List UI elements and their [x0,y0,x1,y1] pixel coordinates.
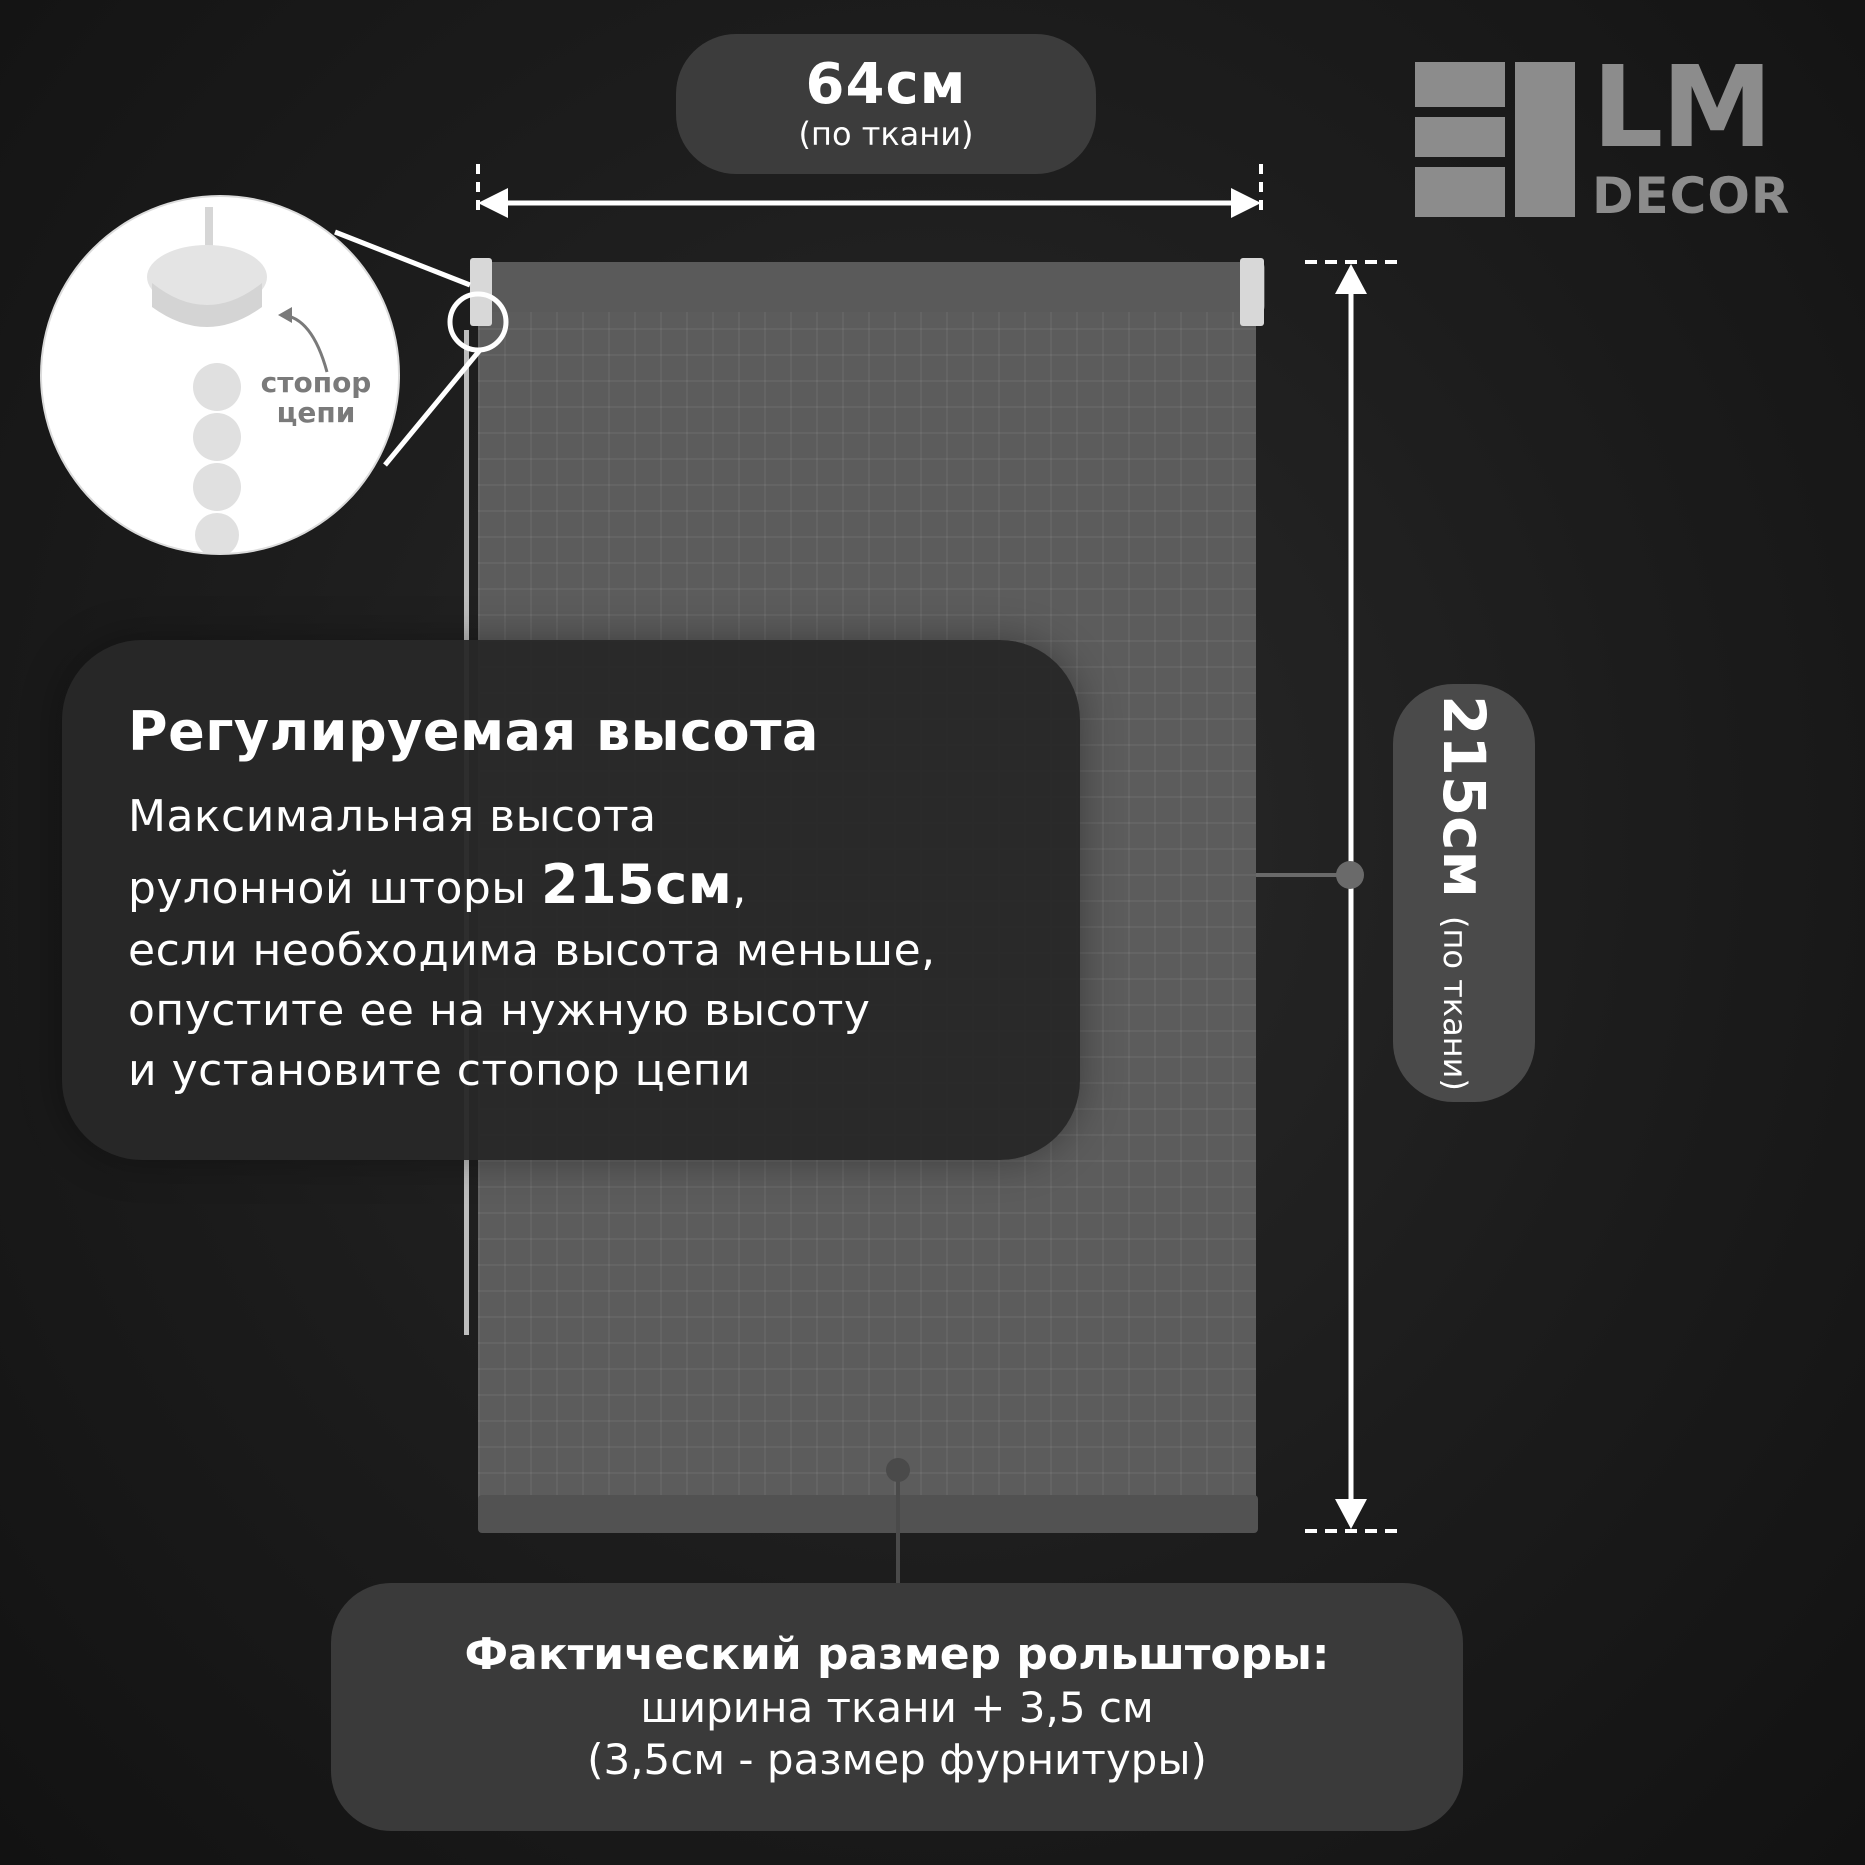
actual-size-line-1: ширина ткани + 3,5 см [640,1683,1154,1732]
height-arrow-bottom [1335,1499,1367,1529]
height-pointer-dot [1336,861,1364,889]
width-note: (по ткани) [798,115,974,153]
height-badge-text [1430,695,1498,1091]
logo-subtext: DECOR [1592,167,1791,225]
chain-stopper-label [256,368,376,428]
bottom-pointer-dot [886,1458,910,1482]
actual-size-line-2: (3,5см - размер фурнитуры) [587,1735,1207,1784]
info-line-4: опустите ее на нужную высоту [128,985,871,1036]
info-line-2-suffix: , [732,863,747,914]
zoom-connector-bottom [385,350,480,465]
info-line-5: и установите стопор цепи [128,1045,752,1096]
width-arrow-right [1231,188,1261,218]
width-arrow-left [478,188,508,218]
height-value: 215см [1430,695,1498,898]
info-title: Регулируемая высота [128,700,819,763]
actual-size-panel [331,1583,1463,1831]
height-arrow-top [1335,264,1367,294]
zoom-target-circle [450,294,506,350]
width-badge [676,34,1096,174]
info-max-height: 215см [541,853,733,916]
actual-size-title: Фактический размер рольшторы: [464,1629,1330,1680]
info-line-3: если необходима высота меньше, [128,925,936,976]
chain-stopper-label-line1: стопор [260,366,372,399]
width-value: 64см [805,52,967,117]
info-line-2-prefix: рулонной шторы [128,863,542,914]
logo-text: LM [1592,43,1771,173]
chain-stopper-label-line2: цепи [276,396,356,429]
info-line-2 [128,853,747,916]
height-note: (по ткани) [1436,915,1474,1091]
info-line-1: Максимальная высота [128,791,657,842]
